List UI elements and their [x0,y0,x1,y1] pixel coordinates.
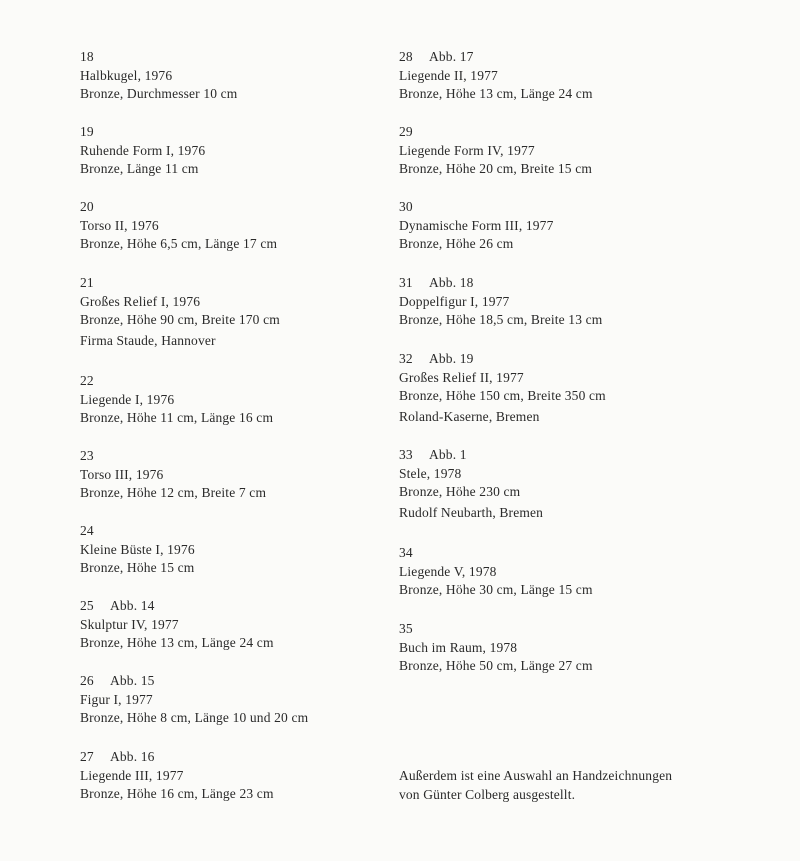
entry-number-line [399,350,739,369]
entry-number: 29 [399,124,413,139]
catalog-entry [399,198,739,254]
entry-number: 21 [80,275,94,290]
entry-number-line [80,447,380,466]
entry-title: Großes Relief II, 1977 [399,369,524,385]
entry-number-line [80,198,380,217]
catalog-entry [80,672,380,728]
catalog-entry [399,274,739,330]
entry-number: 26 [80,673,94,688]
entry-number-line [80,597,380,616]
entry-spec: Bronze, Höhe 150 cm, Breite 350 cm [399,388,606,404]
entry-title: Dynamische Form III, 1977 [399,217,554,233]
entry-spec: Bronze, Höhe 16 cm, Länge 23 cm [80,786,274,802]
entry-number-line [80,748,380,767]
entry-owner: Roland-Kaserne, Bremen [399,409,540,425]
entry-number-line [80,48,380,67]
entry-owner: Rudolf Neubarth, Bremen [399,505,544,521]
note-line-1: Außerdem ist eine Auswahl an Handzeichnungen [399,768,673,783]
closing-note [399,767,672,804]
entry-number-line [80,522,380,541]
entry-title: Figur I, 1977 [80,691,153,707]
entry-title: Buch im Raum, 1978 [399,639,518,655]
entry-spec: Bronze, Durchmesser 10 cm [80,86,238,102]
entry-title: Stele, 1978 [399,465,462,481]
catalog-entry [80,123,380,179]
catalog-entry [80,447,380,503]
entry-title: Liegende I, 1976 [80,391,175,407]
entry-spec: Bronze, Höhe 12 cm, Breite 7 cm [80,485,267,501]
entry-title: Torso III, 1976 [80,466,164,482]
catalog-entry [80,48,380,104]
entry-spec: Bronze, Höhe 8 cm, Länge 10 und 20 cm [80,710,309,726]
entry-title: Liegende III, 1977 [80,767,184,783]
entry-spec: Bronze, Höhe 90 cm, Breite 170 cm [80,312,280,328]
figure-reference: Abb. 14 [110,598,155,613]
entry-number: 34 [399,545,413,560]
entry-number: 30 [399,199,413,214]
entry-number-line [399,620,739,639]
entry-number: 27 [80,749,94,764]
entry-spec: Bronze, Höhe 26 cm [399,236,514,252]
entry-number: 23 [80,448,94,463]
entry-number: 28 [399,49,413,64]
catalog-entry [399,446,739,523]
catalog-entry [80,198,380,254]
entry-number: 22 [80,373,94,388]
catalog-entry [399,620,739,676]
entry-number-line [80,274,380,293]
catalog-entry [399,544,739,600]
entry-number-line [399,123,739,142]
entry-number-line [399,544,739,563]
entry-title: Liegende V, 1978 [399,563,497,579]
entry-spec: Bronze, Höhe 13 cm, Länge 24 cm [80,635,274,651]
figure-reference: Abb. 1 [429,447,467,462]
entry-number: 19 [80,124,94,139]
entry-number-line [399,274,739,293]
catalog-entry [80,748,380,804]
entry-spec: Bronze, Länge 11 cm [80,161,199,177]
entry-number-line [399,198,739,217]
entry-number: 18 [80,49,94,64]
entry-number: 20 [80,199,94,214]
figure-reference: Abb. 15 [110,673,155,688]
entry-title: Torso II, 1976 [80,217,159,233]
entry-title: Liegende Form IV, 1977 [399,142,535,158]
entry-title: Kleine Büste I, 1976 [80,541,195,557]
catalog-entry [80,274,380,351]
entry-number: 24 [80,523,94,538]
note-line-2: von Günter Colberg ausgestellt. [399,786,576,802]
figure-reference: Abb. 18 [429,275,474,290]
entry-title: Ruhende Form I, 1976 [80,142,206,158]
figure-reference: Abb. 19 [429,351,474,366]
catalog-entry [399,48,739,104]
entry-spec: Bronze, Höhe 6,5 cm, Länge 17 cm [80,236,278,252]
entry-number: 33 [399,447,413,462]
entry-title: Doppelfigur I, 1977 [399,293,510,309]
figure-reference: Abb. 16 [110,749,155,764]
entry-number: 35 [399,621,413,636]
entry-number: 25 [80,598,94,613]
entry-title: Halbkugel, 1976 [80,67,173,83]
entry-title: Großes Relief I, 1976 [80,293,201,309]
entry-spec: Bronze, Höhe 13 cm, Länge 24 cm [399,86,593,102]
entry-spec: Bronze, Höhe 18,5 cm, Breite 13 cm [399,312,603,328]
entry-owner: Firma Staude, Hannover [80,333,216,349]
catalog-entry [399,350,739,427]
entry-number: 31 [399,275,413,290]
entry-title: Skulptur IV, 1977 [80,616,179,632]
catalog-entry [80,597,380,653]
entry-spec: Bronze, Höhe 11 cm, Länge 16 cm [80,410,274,426]
entry-spec: Bronze, Höhe 15 cm [80,560,195,576]
figure-reference: Abb. 17 [429,49,474,64]
catalog-entry [399,123,739,179]
entry-number-line [80,372,380,391]
entry-number-line [399,48,739,67]
entry-number: 32 [399,351,413,366]
entry-title: Liegende II, 1977 [399,67,498,83]
entry-number-line [80,672,380,691]
entry-number-line [80,123,380,142]
entry-spec: Bronze, Höhe 20 cm, Breite 15 cm [399,161,592,177]
entry-number-line [399,446,739,465]
entry-spec: Bronze, Höhe 50 cm, Länge 27 cm [399,658,593,674]
entry-spec: Bronze, Höhe 30 cm, Länge 15 cm [399,582,593,598]
catalog-entry [80,372,380,428]
catalog-entry [80,522,380,578]
entry-spec: Bronze, Höhe 230 cm [399,484,521,500]
